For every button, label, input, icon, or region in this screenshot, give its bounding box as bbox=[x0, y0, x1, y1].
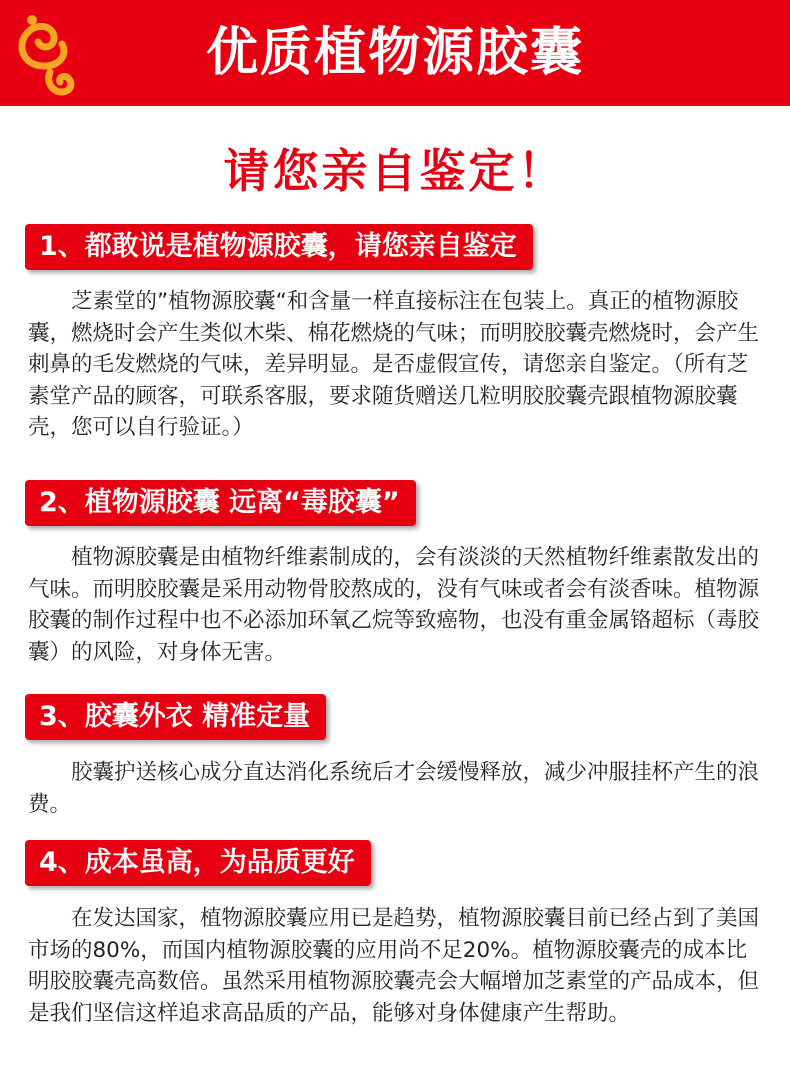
header-banner bbox=[0, 0, 790, 106]
page-subtitle: 请您亲自鉴定！ bbox=[223, 144, 567, 198]
page-title: 优质植物源胶囊 bbox=[205, 23, 584, 83]
section-body-3: 胶囊护送核心成分直达消化系统后才会缓慢释放，减少冲服挂杯产生的浪费。 bbox=[28, 760, 760, 817]
section-heading-2: 2、植物源胶囊 远离“毒胶囊” bbox=[25, 480, 416, 526]
section-body-4: 在发达国家，植物源胶囊应用已是趋势，植物源胶囊目前已经占到了美国市场的80%，而国内植物源胶囊的应用尚不足20%。植物源胶囊壳的成本比明胶胶囊壳高数倍。虽然采用植物源胶囊壳会大幅增加芝素堂的产品成本，但是我们坚信这样追求高品质的产品，能够对身体健康产生帮助。 bbox=[28, 906, 760, 1026]
section-heading-1: 1、都敢说是植物源胶囊，请您亲自鉴定 bbox=[25, 224, 533, 270]
section-heading-4: 4、成本虽高，为品质更好 bbox=[25, 840, 371, 886]
section-body-2: 植物源胶囊是由植物纤维素制成的，会有淡淡的天然植物纤维素散发出的气味。而明胶胶囊是采用动物骨胶熬成的，没有气味或者会有淡香味。植物源胶囊的制作过程中也不必添加环氧乙烷等致癌物，也没有重金属铬超标（毒胶囊）的风险，对身体无害。 bbox=[28, 545, 760, 665]
section-body-1: 芝素堂的”植物源胶囊“和含量一样直接标注在包装上。真正的植物源胶囊，燃烧时会产生类似木柴、棉花燃烧的气味；而明胶胶囊壳燃烧时，会产生刺鼻的毛发燃烧的气味，差异明显。是否虚假宣传，请您亲自鉴定。（所有芝素堂产品的顾客，可联系客服，要求随货赠送几粒明胶胶囊壳跟植物源胶囊壳，您可以自行验证。） bbox=[28, 289, 760, 440]
section-heading-3: 3、胶囊外衣 精准定量 bbox=[25, 694, 326, 740]
